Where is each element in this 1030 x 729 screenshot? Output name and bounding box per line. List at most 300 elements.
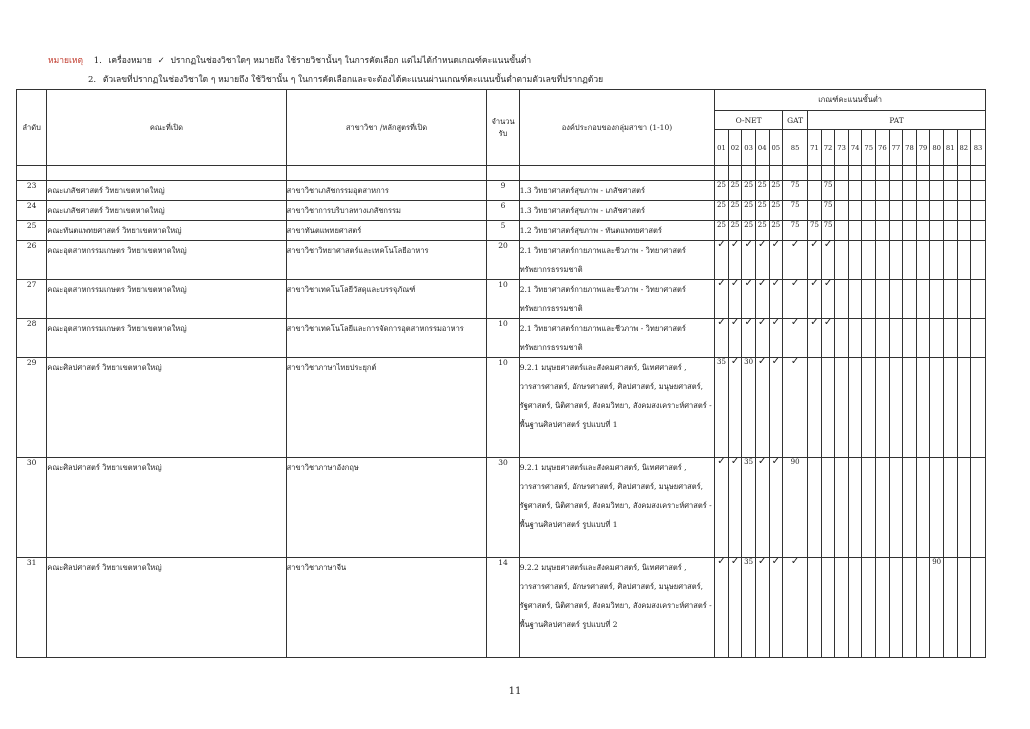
score-cell-04 [755, 558, 769, 658]
score-cell-74 [848, 358, 862, 458]
seats-cell: 5 [487, 221, 519, 241]
score-cell-05: 25 [769, 221, 783, 241]
score-cell-02 [728, 458, 742, 558]
check-icon: ✓ [744, 278, 753, 289]
check-icon: ✓ [717, 317, 726, 328]
score-cell-05 [769, 241, 783, 280]
score-cell-82 [957, 241, 971, 280]
score-cell-71 [808, 181, 822, 201]
score-cell-71 [808, 458, 822, 558]
notes [48, 52, 603, 90]
header-onet: O-NET [715, 111, 783, 130]
seats-cell: 6 [487, 201, 519, 221]
row-number: 29 [17, 358, 47, 458]
table-row [17, 241, 986, 280]
page-number: 11 [508, 686, 522, 697]
seats-cell: 14 [487, 558, 519, 658]
score-cell-02: 25 [728, 221, 742, 241]
score-cell-72: 75 [821, 221, 835, 241]
group-cell: 9.2.1 มนุษยศาสตร์และสังคมศาสตร์, นิเทศศาสตร์ , วารสารศาสตร์, อักษรศาสตร์, ศิลปศาสตร์, มนุษยศาสตร์, รัฐศาสตร์, นิติศาสตร์, สังคมวิทยา, สังคมสงเคราะห์ศาสตร์ - พื้นฐานศิลปศาสตร์ รูปแบบที่ 1 [519, 358, 714, 458]
subject-code-81: 81 [943, 130, 957, 166]
group-cell: 9.2.1 มนุษยศาสตร์และสังคมศาสตร์, นิเทศศาสตร์ , วารสารศาสตร์, อักษรศาสตร์, ศิลปศาสตร์, มนุษยศาสตร์, รัฐศาสตร์, นิติศาสตร์, สังคมวิทยา, สังคมสงเคราะห์ศาสตร์ - พื้นฐานศิลปศาสตร์ รูปแบบที่ 1 [519, 458, 714, 558]
table-row [17, 358, 986, 458]
faculty-cell: คณะเภสัชศาสตร์ วิทยาเขตหาดใหญ่ [47, 201, 286, 221]
score-cell-03 [742, 319, 756, 358]
score-cell-79 [916, 358, 930, 458]
header-seats: จำนวนรับ [487, 90, 519, 166]
score-cell-78 [903, 201, 917, 221]
score-cell-73 [835, 181, 849, 201]
subject-code-05: 05 [769, 130, 783, 166]
program-cell: สาขาวิชาเภสัชกรรมอุตสาหการ [286, 181, 487, 201]
check-icon: ✓ [730, 317, 740, 328]
score-cell-73 [835, 201, 849, 221]
subject-code-83: 83 [971, 130, 986, 166]
score-cell-03: 30 [742, 358, 756, 458]
score-cell-82 [957, 358, 971, 458]
score-cell-85 [783, 558, 808, 658]
score-cell-80 [930, 221, 944, 241]
check-icon: ✓ [790, 239, 800, 250]
spacer-row [17, 166, 986, 181]
score-cell-72 [821, 280, 835, 319]
check-icon: ✓ [744, 317, 753, 328]
check-icon: ✓ [717, 556, 726, 567]
score-cell-72: 75 [821, 181, 835, 201]
faculty-cell: คณะอุตสาหกรรมเกษตร วิทยาเขตหาดใหญ่ [47, 319, 286, 358]
score-cell-79 [916, 558, 930, 658]
score-cell-05: 25 [769, 181, 783, 201]
group-cell: 1.3 วิทยาศาสตร์สุขภาพ - เภสัชศาสตร์ [519, 201, 714, 221]
score-cell-81 [943, 458, 957, 558]
score-cell-01 [715, 458, 729, 558]
score-cell-85: 90 [783, 458, 808, 558]
score-cell-85 [783, 319, 808, 358]
score-cell-76 [876, 181, 890, 201]
program-cell: สาขาวิชาเทคโนโลยีวัสดุและบรรจุภัณฑ์ [286, 280, 487, 319]
score-cell-03: 25 [742, 181, 756, 201]
score-cell-78 [903, 558, 917, 658]
note-1-number: 1. [93, 56, 102, 66]
score-cell-75 [862, 558, 876, 658]
score-cell-83 [971, 319, 986, 358]
score-cell-85 [783, 358, 808, 458]
score-cell-79 [916, 458, 930, 558]
row-number: 31 [17, 558, 47, 658]
note-2-number: 2. [88, 75, 97, 85]
check-icon: ✓ [717, 239, 726, 250]
score-cell-03: 25 [742, 221, 756, 241]
score-cell-77 [889, 358, 903, 458]
subject-code-85: 85 [783, 130, 808, 166]
score-cell-76 [876, 201, 890, 221]
score-cell-04 [755, 280, 769, 319]
score-cell-75 [862, 319, 876, 358]
score-cell-74 [848, 241, 862, 280]
score-cell-81 [943, 181, 957, 201]
score-cell-82 [957, 181, 971, 201]
score-cell-78 [903, 280, 917, 319]
score-cell-83 [971, 280, 986, 319]
score-cell-74 [848, 201, 862, 221]
seats-cell: 30 [487, 458, 519, 558]
table-row [17, 201, 986, 221]
subject-code-77: 77 [889, 130, 903, 166]
program-cell: สาขาวิชาเทคโนโลยีและการจัดการอุตสาหกรรมอาหาร [286, 319, 487, 358]
score-cell-78 [903, 181, 917, 201]
score-cell-83 [971, 201, 986, 221]
score-cell-76 [876, 358, 890, 458]
subject-code-02: 02 [728, 130, 742, 166]
score-cell-81 [943, 319, 957, 358]
check-icon: ✓ [810, 278, 819, 289]
program-cell: สาขาวิชาการบริบาลทางเภสัชกรรม [286, 201, 487, 221]
program-cell: สาขาวิชาภาษาจีน [286, 558, 487, 658]
admission-table [16, 89, 986, 658]
score-cell-78 [903, 458, 917, 558]
table-row [17, 319, 986, 358]
score-cell-80: 90 [930, 558, 944, 658]
score-cell-75 [862, 221, 876, 241]
check-icon: ✓ [730, 556, 740, 567]
score-cell-79 [916, 280, 930, 319]
score-cell-03: 35 [742, 558, 756, 658]
score-cell-02 [728, 241, 742, 280]
score-cell-76 [876, 280, 890, 319]
score-cell-73 [835, 558, 849, 658]
table-row [17, 558, 986, 658]
program-cell: สาขาวิชาภาษาไทยประยุกต์ [286, 358, 487, 458]
score-cell-71: 75 [808, 221, 822, 241]
score-cell-72 [821, 319, 835, 358]
score-cell-83 [971, 358, 986, 458]
score-cell-80 [930, 181, 944, 201]
check-icon: ✓ [771, 556, 780, 567]
score-cell-73 [835, 358, 849, 458]
row-number: 27 [17, 280, 47, 319]
score-cell-01: 35 [715, 358, 729, 458]
row-number: 26 [17, 241, 47, 280]
score-cell-02 [728, 319, 742, 358]
subject-code-01: 01 [715, 130, 729, 166]
seats-cell: 9 [487, 181, 519, 201]
score-cell-80 [930, 280, 944, 319]
faculty-cell: คณะศิลปศาสตร์ วิทยาเขตหาดใหญ่ [47, 358, 286, 458]
note-line-2 [48, 71, 603, 90]
score-cell-81 [943, 201, 957, 221]
score-cell-80 [930, 319, 944, 358]
score-cell-72 [821, 558, 835, 658]
check-icon: ✓ [823, 278, 833, 289]
score-cell-81 [943, 558, 957, 658]
score-cell-81 [943, 221, 957, 241]
check-icon: ✓ [810, 317, 819, 328]
score-cell-78 [903, 241, 917, 280]
header-gat: GAT [783, 111, 808, 130]
score-cell-83 [971, 558, 986, 658]
score-cell-71 [808, 280, 822, 319]
check-icon: ✓ [790, 317, 800, 328]
score-cell-82 [957, 221, 971, 241]
check-icon: ✓ [744, 239, 753, 250]
subject-code-78: 78 [903, 130, 917, 166]
score-cell-04 [755, 458, 769, 558]
check-icon: ✓ [810, 239, 819, 250]
check-icon: ✓ [758, 556, 767, 567]
check-icon: ✓ [771, 278, 780, 289]
score-cell-75 [862, 358, 876, 458]
score-cell-82 [957, 319, 971, 358]
score-cell-02 [728, 558, 742, 658]
header-criteria: เกณฑ์คะแนนขั้นต่ำ [715, 90, 986, 111]
row-number: 28 [17, 319, 47, 358]
check-icon: ✓ [771, 239, 780, 250]
subject-code-73: 73 [835, 130, 849, 166]
score-cell-82 [957, 280, 971, 319]
score-cell-75 [862, 181, 876, 201]
score-cell-75 [862, 280, 876, 319]
score-cell-05 [769, 280, 783, 319]
score-cell-05 [769, 319, 783, 358]
score-cell-80 [930, 458, 944, 558]
check-icon: ✓ [771, 317, 780, 328]
score-cell-81 [943, 241, 957, 280]
subject-code-80: 80 [930, 130, 944, 166]
note-line-1 [48, 52, 603, 71]
table-row [17, 221, 986, 241]
subject-code-71: 71 [808, 130, 822, 166]
check-icon: ✓ [790, 556, 800, 567]
score-cell-82 [957, 458, 971, 558]
header-group: องค์ประกอบของกลุ่มสาขา (1-10) [519, 90, 714, 166]
score-cell-04 [755, 319, 769, 358]
score-cell-80 [930, 241, 944, 280]
table-row [17, 181, 986, 201]
faculty-cell: คณะอุตสาหกรรมเกษตร วิทยาเขตหาดใหญ่ [47, 280, 286, 319]
score-cell-03: 25 [742, 201, 756, 221]
score-cell-04: 25 [755, 201, 769, 221]
score-cell-73 [835, 458, 849, 558]
score-cell-76 [876, 319, 890, 358]
group-cell: 2.1 วิทยาศาสตร์กายภาพและชีวภาพ - วิทยาศาสตร์ ทรัพยากรธรรมชาติ [519, 241, 714, 280]
score-cell-77 [889, 319, 903, 358]
score-cell-85: 75 [783, 201, 808, 221]
check-icon: ✓ [758, 317, 767, 328]
score-cell-83 [971, 241, 986, 280]
score-cell-74 [848, 181, 862, 201]
check-icon: ✓ [717, 456, 726, 467]
note-1-prefix: เครื่องหมาย [108, 56, 152, 66]
score-cell-03 [742, 241, 756, 280]
score-cell-79 [916, 241, 930, 280]
score-cell-04 [755, 241, 769, 280]
score-cell-76 [876, 558, 890, 658]
score-cell-01: 25 [715, 201, 729, 221]
score-cell-77 [889, 181, 903, 201]
score-cell-78 [903, 358, 917, 458]
score-cell-79 [916, 319, 930, 358]
group-cell: 9.2.2 มนุษยศาสตร์และสังคมศาสตร์, นิเทศศาสตร์ , วารสารศาสตร์, อักษรศาสตร์, ศิลปศาสตร์, มนุษยศาสตร์, รัฐศาสตร์, นิติศาสตร์, สังคมวิทยา, สังคมสงเคราะห์ศาสตร์ - พื้นฐานศิลปศาสตร์ รูปแบบที่ 2 [519, 558, 714, 658]
check-icon: ✓ [758, 456, 767, 467]
score-cell-05 [769, 358, 783, 458]
table-row [17, 280, 986, 319]
score-cell-72: 75 [821, 201, 835, 221]
score-cell-04 [755, 358, 769, 458]
score-cell-05 [769, 558, 783, 658]
seats-cell: 10 [487, 358, 519, 458]
group-cell: 1.2 วิทยาศาสตร์สุขภาพ - ทันตแพทยศาสตร์ [519, 221, 714, 241]
seats-cell: 10 [487, 319, 519, 358]
score-cell-04: 25 [755, 181, 769, 201]
score-cell-79 [916, 201, 930, 221]
score-cell-75 [862, 458, 876, 558]
score-cell-01 [715, 319, 729, 358]
check-icon: ✓ [758, 356, 767, 367]
score-cell-83 [971, 221, 986, 241]
score-cell-77 [889, 201, 903, 221]
score-cell-83 [971, 181, 986, 201]
row-number: 24 [17, 201, 47, 221]
score-cell-72 [821, 458, 835, 558]
note-1-text: ปรากฏในช่องวิชาใดๆ หมายถึง ใช้รายวิชานั้นๆ ในการคัดเลือก แต่ไม่ได้กำหนดเกณฑ์คะแนนขั้นต่ำ [170, 56, 532, 66]
check-icon: ✓ [730, 456, 740, 467]
subject-code-76: 76 [876, 130, 890, 166]
check-icon: ✓ [758, 278, 767, 289]
group-cell: 2.1 วิทยาศาสตร์กายภาพและชีวภาพ - วิทยาศาสตร์ ทรัพยากรธรรมชาติ [519, 319, 714, 358]
row-number: 23 [17, 181, 47, 201]
row-number: 30 [17, 458, 47, 558]
score-cell-02: 25 [728, 181, 742, 201]
score-cell-71 [808, 358, 822, 458]
score-cell-01: 25 [715, 181, 729, 201]
check-icon: ✓ [771, 456, 780, 467]
table-body [17, 166, 986, 658]
check-icon: ✓ [157, 56, 165, 66]
score-cell-76 [876, 241, 890, 280]
score-cell-74 [848, 319, 862, 358]
score-cell-74 [848, 558, 862, 658]
score-cell-03 [742, 280, 756, 319]
subject-code-03: 03 [742, 130, 756, 166]
check-icon: ✓ [730, 356, 740, 367]
score-cell-71 [808, 241, 822, 280]
header-faculty: คณะที่เปิด [47, 90, 286, 166]
seats-cell: 20 [487, 241, 519, 280]
check-icon: ✓ [790, 356, 800, 367]
subject-code-04: 04 [755, 130, 769, 166]
score-cell-01 [715, 241, 729, 280]
check-icon: ✓ [717, 278, 726, 289]
score-cell-02 [728, 358, 742, 458]
score-cell-05 [769, 458, 783, 558]
score-cell-81 [943, 358, 957, 458]
check-icon: ✓ [730, 278, 740, 289]
score-cell-78 [903, 319, 917, 358]
row-number: 25 [17, 221, 47, 241]
score-cell-76 [876, 458, 890, 558]
score-cell-78 [903, 221, 917, 241]
score-cell-83 [971, 458, 986, 558]
score-cell-01: 25 [715, 221, 729, 241]
score-cell-85 [783, 280, 808, 319]
score-cell-74 [848, 280, 862, 319]
header-pat: PAT [808, 111, 986, 130]
score-cell-73 [835, 241, 849, 280]
subject-code-79: 79 [916, 130, 930, 166]
check-icon: ✓ [823, 239, 833, 250]
seats-cell: 10 [487, 280, 519, 319]
score-cell-80 [930, 358, 944, 458]
group-cell: 1.3 วิทยาศาสตร์สุขภาพ - เภสัชศาสตร์ [519, 181, 714, 201]
header-no: ลำดับ [17, 90, 47, 166]
score-cell-75 [862, 201, 876, 221]
score-cell-71 [808, 558, 822, 658]
program-cell: สาขาวิชาวิทยาศาสตร์และเทคโนโลยีอาหาร [286, 241, 487, 280]
score-cell-73 [835, 221, 849, 241]
check-icon: ✓ [730, 239, 740, 250]
check-icon: ✓ [758, 239, 767, 250]
faculty-cell: คณะศิลปศาสตร์ วิทยาเขตหาดใหญ่ [47, 458, 286, 558]
score-cell-02: 25 [728, 201, 742, 221]
program-cell: สาขาทันตแพทยศาสตร์ [286, 221, 487, 241]
score-cell-05: 25 [769, 201, 783, 221]
note-2-text: ตัวเลขที่ปรากฏในช่องวิชาใด ๆ หมายถึง ใช้วิชานั้น ๆ ในการคัดเลือกและจะต้องได้คะแนนผ่านเกณฑ์คะแนนขั้นต่ำตามตัวเลขที่ปรากฏด้วย [102, 75, 604, 85]
score-cell-77 [889, 241, 903, 280]
score-cell-04: 25 [755, 221, 769, 241]
score-cell-82 [957, 201, 971, 221]
score-cell-76 [876, 221, 890, 241]
score-cell-82 [957, 558, 971, 658]
score-cell-73 [835, 280, 849, 319]
score-cell-80 [930, 201, 944, 221]
program-cell: สาขาวิชาภาษาอังกฤษ [286, 458, 487, 558]
score-cell-02 [728, 280, 742, 319]
score-cell-85 [783, 241, 808, 280]
score-cell-74 [848, 458, 862, 558]
faculty-cell: คณะศิลปศาสตร์ วิทยาเขตหาดใหญ่ [47, 558, 286, 658]
score-cell-74 [848, 221, 862, 241]
header-program: สาขาวิชา /หลักสูตรที่เปิด [286, 90, 487, 166]
check-icon: ✓ [771, 356, 780, 367]
subject-code-74: 74 [848, 130, 862, 166]
faculty-cell: คณะทันตแพทยศาสตร์ วิทยาเขตหาดใหญ่ [47, 221, 286, 241]
faculty-cell: คณะเภสัชศาสตร์ วิทยาเขตหาดใหญ่ [47, 181, 286, 201]
score-cell-71 [808, 201, 822, 221]
score-cell-03: 35 [742, 458, 756, 558]
score-cell-01 [715, 280, 729, 319]
note-lead: หมายเหตุ [48, 56, 83, 66]
score-cell-72 [821, 358, 835, 458]
check-icon: ✓ [823, 317, 833, 328]
score-cell-79 [916, 221, 930, 241]
faculty-cell: คณะอุตสาหกรรมเกษตร วิทยาเขตหาดใหญ่ [47, 241, 286, 280]
score-cell-71 [808, 319, 822, 358]
subject-code-75: 75 [862, 130, 876, 166]
score-cell-81 [943, 280, 957, 319]
score-cell-75 [862, 241, 876, 280]
score-cell-77 [889, 280, 903, 319]
score-cell-85: 75 [783, 181, 808, 201]
check-icon: ✓ [790, 278, 800, 289]
score-cell-72 [821, 241, 835, 280]
score-cell-77 [889, 558, 903, 658]
score-cell-73 [835, 319, 849, 358]
table-row [17, 458, 986, 558]
subject-code-82: 82 [957, 130, 971, 166]
subject-code-72: 72 [821, 130, 835, 166]
group-cell: 2.1 วิทยาศาสตร์กายภาพและชีวภาพ - วิทยาศาสตร์ ทรัพยากรธรรมชาติ [519, 280, 714, 319]
score-cell-79 [916, 181, 930, 201]
